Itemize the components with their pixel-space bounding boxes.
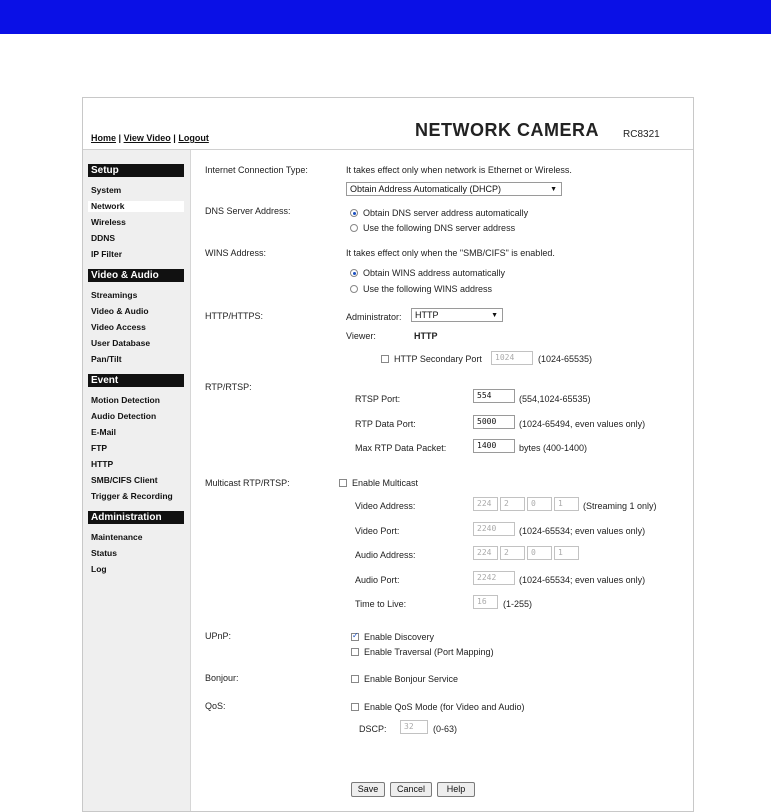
admin-protocol-select[interactable] [411,308,503,322]
ict-select[interactable] [346,182,562,196]
bonjour-enable-label: Enable Bonjour Service [364,674,459,684]
wins-auto-label: Obtain WINS address automatically [363,268,506,278]
brand-title: NETWORK CAMERA [415,120,599,140]
mc-video-port-input[interactable]: 2240 [473,522,515,536]
home-link[interactable]: Home [91,133,117,143]
rtsp-port-input[interactable]: 554 [473,389,515,403]
sidebar-item-system[interactable]: System [91,185,122,195]
rtp-label: RTP/RTSP: [205,382,252,392]
sidebar-item-motion-detection[interactable]: Motion Detection [91,395,160,405]
max-rtp-packet-input[interactable]: 1400 [473,439,515,453]
camera-config-frame [82,97,694,812]
link-separator: | [173,133,176,143]
mc-video-address-note: (Streaming 1 only) [583,501,657,511]
sidebar-section-setup: Setup [88,164,184,177]
link-separator: | [118,133,122,143]
mc-audio-address-label: Audio Address: [355,550,416,560]
mc-video-port-label: Video Port: [355,526,400,536]
help-button[interactable]: Help [437,782,475,797]
mc-video-port-range: (1024-65534; even values only) [519,526,646,536]
ttl-range: (1-255) [503,599,533,609]
http-secondary-port-range: (1024-65535) [538,354,593,364]
bonjour-label: Bonjour: [205,673,239,683]
mc-audio-port-label: Audio Port: [355,575,400,585]
sidebar-item-log[interactable]: Log [91,564,107,574]
viewer-protocol-label: Viewer: [346,331,376,341]
cancel-button[interactable]: Cancel [390,782,432,797]
wins-auto-radio[interactable] [350,269,358,277]
ttl-input[interactable]: 16 [473,595,498,609]
sidebar-item-ddns[interactable]: DDNS [91,233,116,243]
sidebar [83,150,191,811]
sidebar-item-network[interactable]: Network [88,201,184,212]
dns-manual-label: Use the following DNS server address [363,223,516,233]
upnp-discovery-checkbox[interactable] [351,633,359,641]
ict-select-value: Obtain Address Automatically (DHCP) [350,184,502,194]
max-rtp-packet-label: Max RTP Data Packet: [355,443,447,453]
http-secondary-port-checkbox[interactable] [381,355,389,363]
qos-label: QoS: [205,701,226,711]
mc-audio-address-octet-3[interactable]: 0 [527,546,552,560]
upnp-traversal-checkbox[interactable] [351,648,359,656]
qos-enable-label: Enable QoS Mode (for Video and Audio) [364,702,525,712]
sidebar-item-video-audio[interactable]: Video & Audio [91,306,149,316]
mc-video-address-octet-2[interactable]: 2 [500,497,525,511]
upnp-traversal-label: Enable Traversal (Port Mapping) [364,647,494,657]
upnp-label: UPnP: [205,631,232,641]
multicast-label: Multicast RTP/RTSP: [205,478,290,488]
sidebar-item-user-database[interactable]: User Database [91,338,151,348]
mc-video-address-label: Video Address: [355,501,416,511]
dns-auto-radio[interactable] [350,209,358,217]
dscp-range: (0-63) [433,724,458,734]
model-number: RC8321 [623,129,660,140]
dns-manual-radio[interactable] [350,224,358,232]
mc-video-address-octet-4[interactable]: 1 [554,497,579,511]
enable-multicast-label: Enable Multicast [352,478,419,488]
sidebar-item-trigger-recording[interactable]: Trigger & Recording [91,491,173,501]
sidebar-section-event: Event [88,374,184,387]
ttl-label: Time to Live: [355,599,407,609]
bonjour-checkbox[interactable] [351,675,359,683]
sidebar-item-maintenance[interactable]: Maintenance [91,532,143,542]
wins-note: It takes effect only when the "SMB/CIFS" is enabled. [346,248,555,258]
chevron-down-icon: ▼ [550,186,557,193]
rtp-data-port-range: (1024-65494, even values only) [519,419,646,429]
rtp-data-port-label: RTP Data Port: [355,419,416,429]
max-rtp-packet-range: bytes (400-1400) [519,443,588,453]
upnp-discovery-label: Enable Discovery [364,632,435,642]
sidebar-item-video-access[interactable]: Video Access [91,322,146,332]
rtsp-port-range: (554,1024-65535) [519,394,591,404]
sidebar-item-wireless[interactable]: Wireless [91,217,126,227]
mc-audio-port-input[interactable]: 2242 [473,571,515,585]
wins-manual-radio[interactable] [350,285,358,293]
sidebar-item-pan-tilt[interactable]: Pan/Tilt [91,354,122,364]
dns-auto-label: Obtain DNS server address automatically [363,208,529,218]
mc-audio-address-octet-2[interactable]: 2 [500,546,525,560]
mc-video-address-octet-1[interactable]: 224 [473,497,498,511]
mc-audio-address-octet-4[interactable]: 1 [554,546,579,560]
sidebar-section-administration: Administration [88,511,184,524]
http-label: HTTP/HTTPS: [205,311,263,321]
admin-protocol-value: HTTP [415,310,439,320]
ict-note: It takes effect only when network is Ethernet or Wireless. [346,165,572,175]
top-banner [0,0,771,34]
sidebar-item-email[interactable]: E-Mail [91,427,117,437]
wins-manual-label: Use the following WINS address [363,284,493,294]
mc-audio-address-octet-1[interactable]: 224 [473,546,498,560]
sidebar-item-http[interactable]: HTTP [91,459,114,469]
sidebar-item-audio-detection[interactable]: Audio Detection [91,411,157,421]
ict-label: Internet Connection Type: [205,165,308,175]
admin-protocol-label: Administrator: [346,312,402,322]
enable-multicast-checkbox[interactable] [339,479,347,487]
dscp-input[interactable]: 32 [400,720,428,734]
viewer-protocol-value: HTTP [414,331,438,341]
rtp-data-port-input[interactable]: 5000 [473,415,515,429]
sidebar-item-ftp[interactable]: FTP [91,443,108,453]
sidebar-item-status[interactable]: Status [91,548,117,558]
sidebar-item-streamings[interactable]: Streamings [91,290,138,300]
http-secondary-port-label: HTTP Secondary Port [394,354,482,364]
rtsp-port-label: RTSP Port: [355,394,401,404]
wins-label: WINS Address: [205,248,267,258]
mc-audio-port-range: (1024-65534; even values only) [519,575,646,585]
header-links [91,133,209,143]
qos-checkbox[interactable] [351,703,359,711]
mc-video-address-octet-3[interactable]: 0 [527,497,552,511]
chevron-down-icon: ▼ [491,312,498,319]
save-button[interactable]: Save [351,782,385,797]
view-video-link[interactable]: View Video [123,133,171,143]
sidebar-item-smb-cifs-client[interactable]: SMB/CIFS Client [91,475,158,485]
sidebar-item-ip-filter[interactable]: IP Filter [91,249,123,259]
logout-link[interactable]: Logout [178,133,209,143]
dscp-label: DSCP: [359,724,387,734]
sidebar-section-video-audio: Video & Audio [88,269,184,282]
http-secondary-port-input[interactable]: 1024 [491,351,533,365]
dns-label: DNS Server Address: [205,206,291,216]
